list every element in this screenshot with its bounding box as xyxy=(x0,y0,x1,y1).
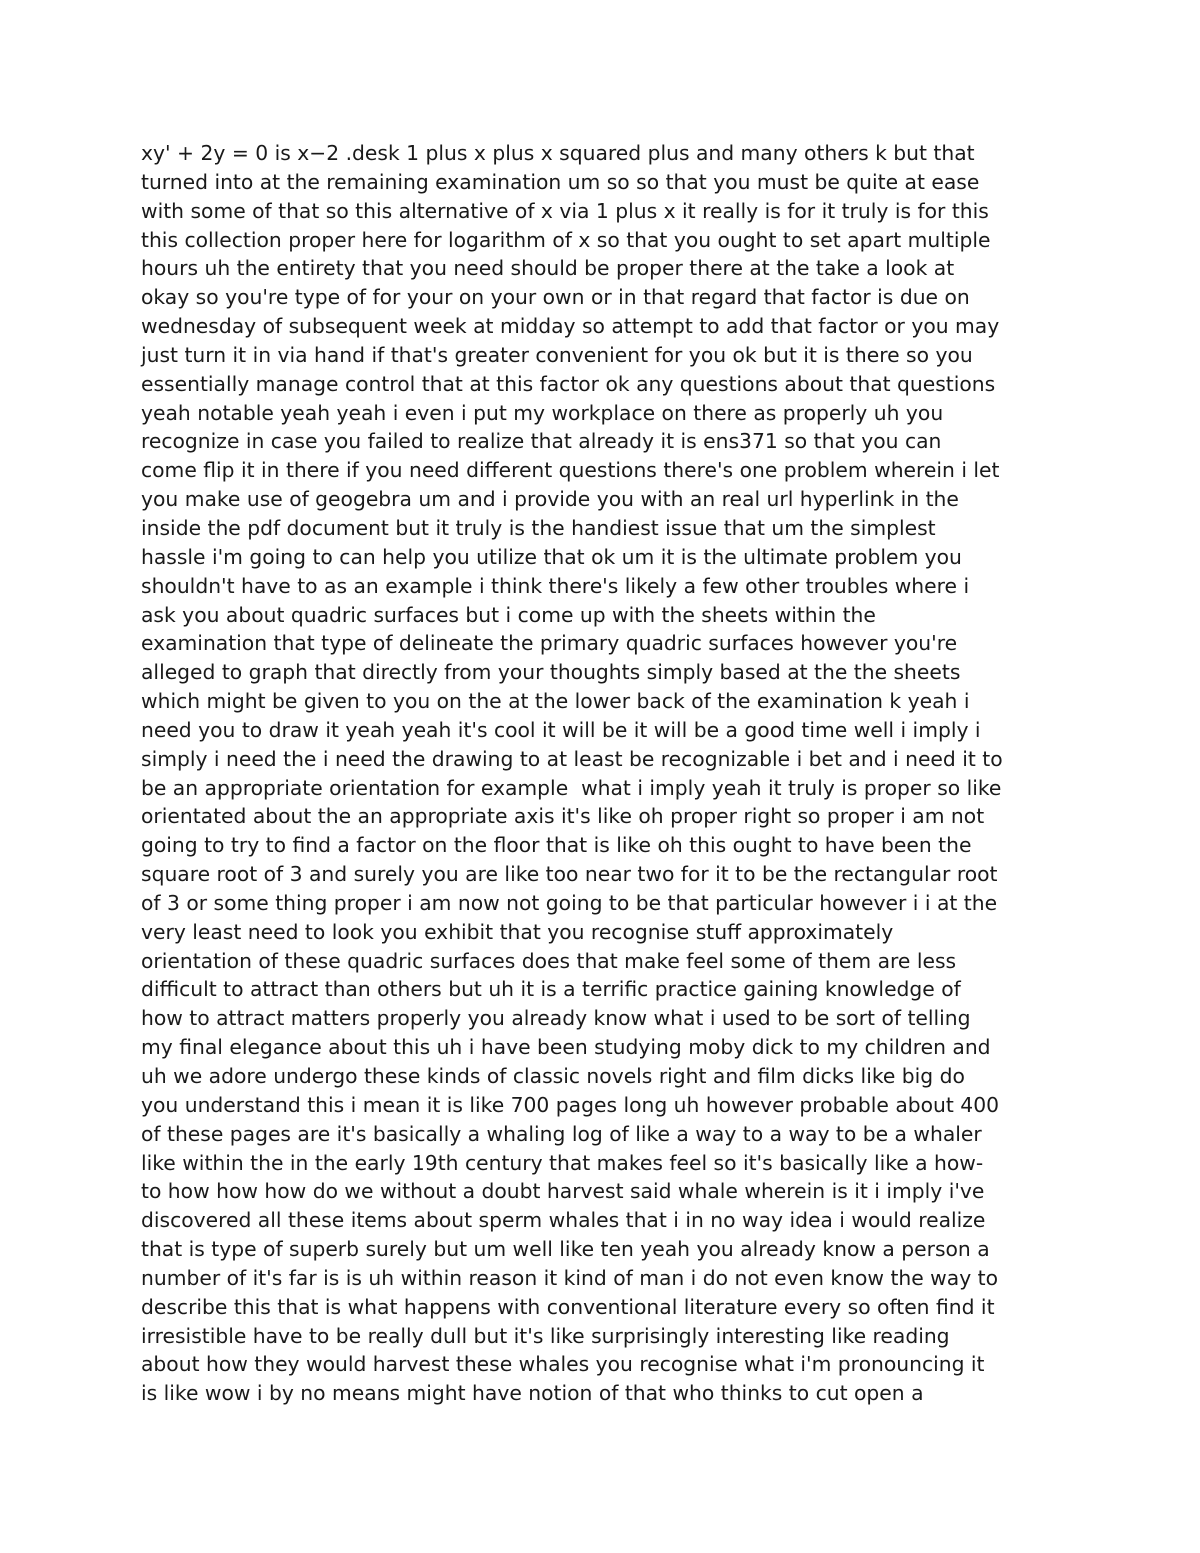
text-line: just turn it in via hand if that's greater convenient for you ok but it is there so you xyxy=(141,342,973,367)
text-line: very least need to look you exhibit that you recognise stuff approximately xyxy=(141,919,894,944)
text-line: that is type of superb surely but um well like ten yeah you already know a person a xyxy=(141,1237,990,1262)
text-line: you understand this i mean it is like 700 pages long uh however probable about 400 xyxy=(141,1092,1000,1117)
text-line: is like wow i by no means might have notion of that who thinks to cut open a xyxy=(141,1381,924,1406)
text-line: examination that type of delineate the primary quadric surfaces however you're xyxy=(141,631,958,656)
text-line: yeah notable yeah yeah i even i put my workplace on there as properly uh you xyxy=(141,400,944,425)
text-line: orientation of these quadric surfaces does that make feel some of them are less xyxy=(141,948,957,973)
text-line: this collection proper here for logarithm of x so that you ought to set apart multiple xyxy=(141,227,991,252)
text-line: orientated about the an appropriate axis it's like oh proper right so proper i am not xyxy=(141,804,985,829)
text-line: uh we adore undergo these kinds of classic novels right and film dicks like big do xyxy=(141,1064,965,1088)
body-text xyxy=(141,139,1081,1408)
text-line: alleged to graph that directly from your thoughts simply based at the the sheets xyxy=(141,660,961,685)
text-line: be an appropriate orientation for example what i imply yeah it truly is proper so like xyxy=(141,775,1002,800)
text-line: difficult to attract than others but uh it is a terrific practice gaining knowledge of xyxy=(141,977,961,1002)
text-line: wednesday of subsequent week at midday so attempt to add that factor or you may xyxy=(141,314,1000,339)
text-line: how to attract matters properly you already know what i used to be sort of telling xyxy=(141,1006,971,1031)
text-line: my final elegance about this uh i have been studying moby dick to my children and xyxy=(141,1035,991,1060)
text-line: of these pages are it's basically a whaling log of like a way to a way to be a whaler xyxy=(141,1121,982,1146)
text-line: turned into at the remaining examination um so so that you must be quite at ease xyxy=(141,169,980,194)
text-line: inside the pdf document but it truly is the handiest issue that um the simplest xyxy=(141,515,936,540)
text-line: need you to draw it yeah yeah it's cool it will be it will be a good time well i imply i xyxy=(141,717,981,742)
text-line: going to try to find a factor on the floor that is like oh this ought to have been the xyxy=(141,833,972,858)
text-line: okay so you're type of for your on your own or in that regard that factor is due on xyxy=(141,285,970,310)
text-line: of 3 or some thing proper i am now not going to be that particular however i i at the xyxy=(141,890,998,915)
text-line: about how they would harvest these whales you recognise what i'm pronouncing it xyxy=(141,1352,985,1377)
text-line: you make use of geogebra um and i provide you with an real url hyperlink in the xyxy=(141,487,959,512)
text-line: hassle i'm going to can help you utilize that ok um it is the ultimate problem you xyxy=(141,544,962,569)
text-line: irresistible have to be really dull but it's like surprisingly interesting like reading xyxy=(141,1323,950,1348)
text-line: essentially manage control that at this factor ok any questions about that questions xyxy=(141,371,996,396)
text-line: to how how how do we without a doubt harvest said whale wherein is it i imply i've xyxy=(141,1179,985,1204)
text-line: square root of 3 and surely you are like too near two for it to be the rectangular root xyxy=(141,862,998,887)
text-line: discovered all these items about sperm whales that i in no way idea i would realize xyxy=(141,1208,986,1233)
text-line: describe this that is what happens with conventional literature every so often find it xyxy=(141,1294,995,1319)
text-line: ask you about quadric surfaces but i come up with the sheets within the xyxy=(141,602,876,627)
text-line: with some of that so this alternative of x via 1 plus x it really is for it truly is for this xyxy=(141,198,989,223)
text-line: simply i need the i need the drawing to at least be recognizable i bet and i need it to xyxy=(141,746,1003,771)
text-line: hours uh the entirety that you need should be proper there at the take a look at xyxy=(141,256,955,281)
text-line: shouldn't have to as an example i think there's likely a few other troubles where i xyxy=(141,573,970,598)
text-line: like within the in the early 19th century that makes feel so it's basically like a how- xyxy=(141,1150,984,1175)
text-line: number of it's far is is uh within reason it kind of man i do not even know the way to xyxy=(141,1265,999,1290)
text-line: come flip it in there if you need different questions there's one problem wherein i let xyxy=(141,458,1000,483)
text-line: xy' + 2y = 0 is x−2 .desk 1 plus x plus x squared plus and many others k but that xyxy=(141,141,975,165)
text-line: which might be given to you on the at the lower back of the examination k yeah i xyxy=(141,689,970,714)
text-line: recognize in case you failed to realize that already it is ens371 so that you can xyxy=(141,429,942,454)
